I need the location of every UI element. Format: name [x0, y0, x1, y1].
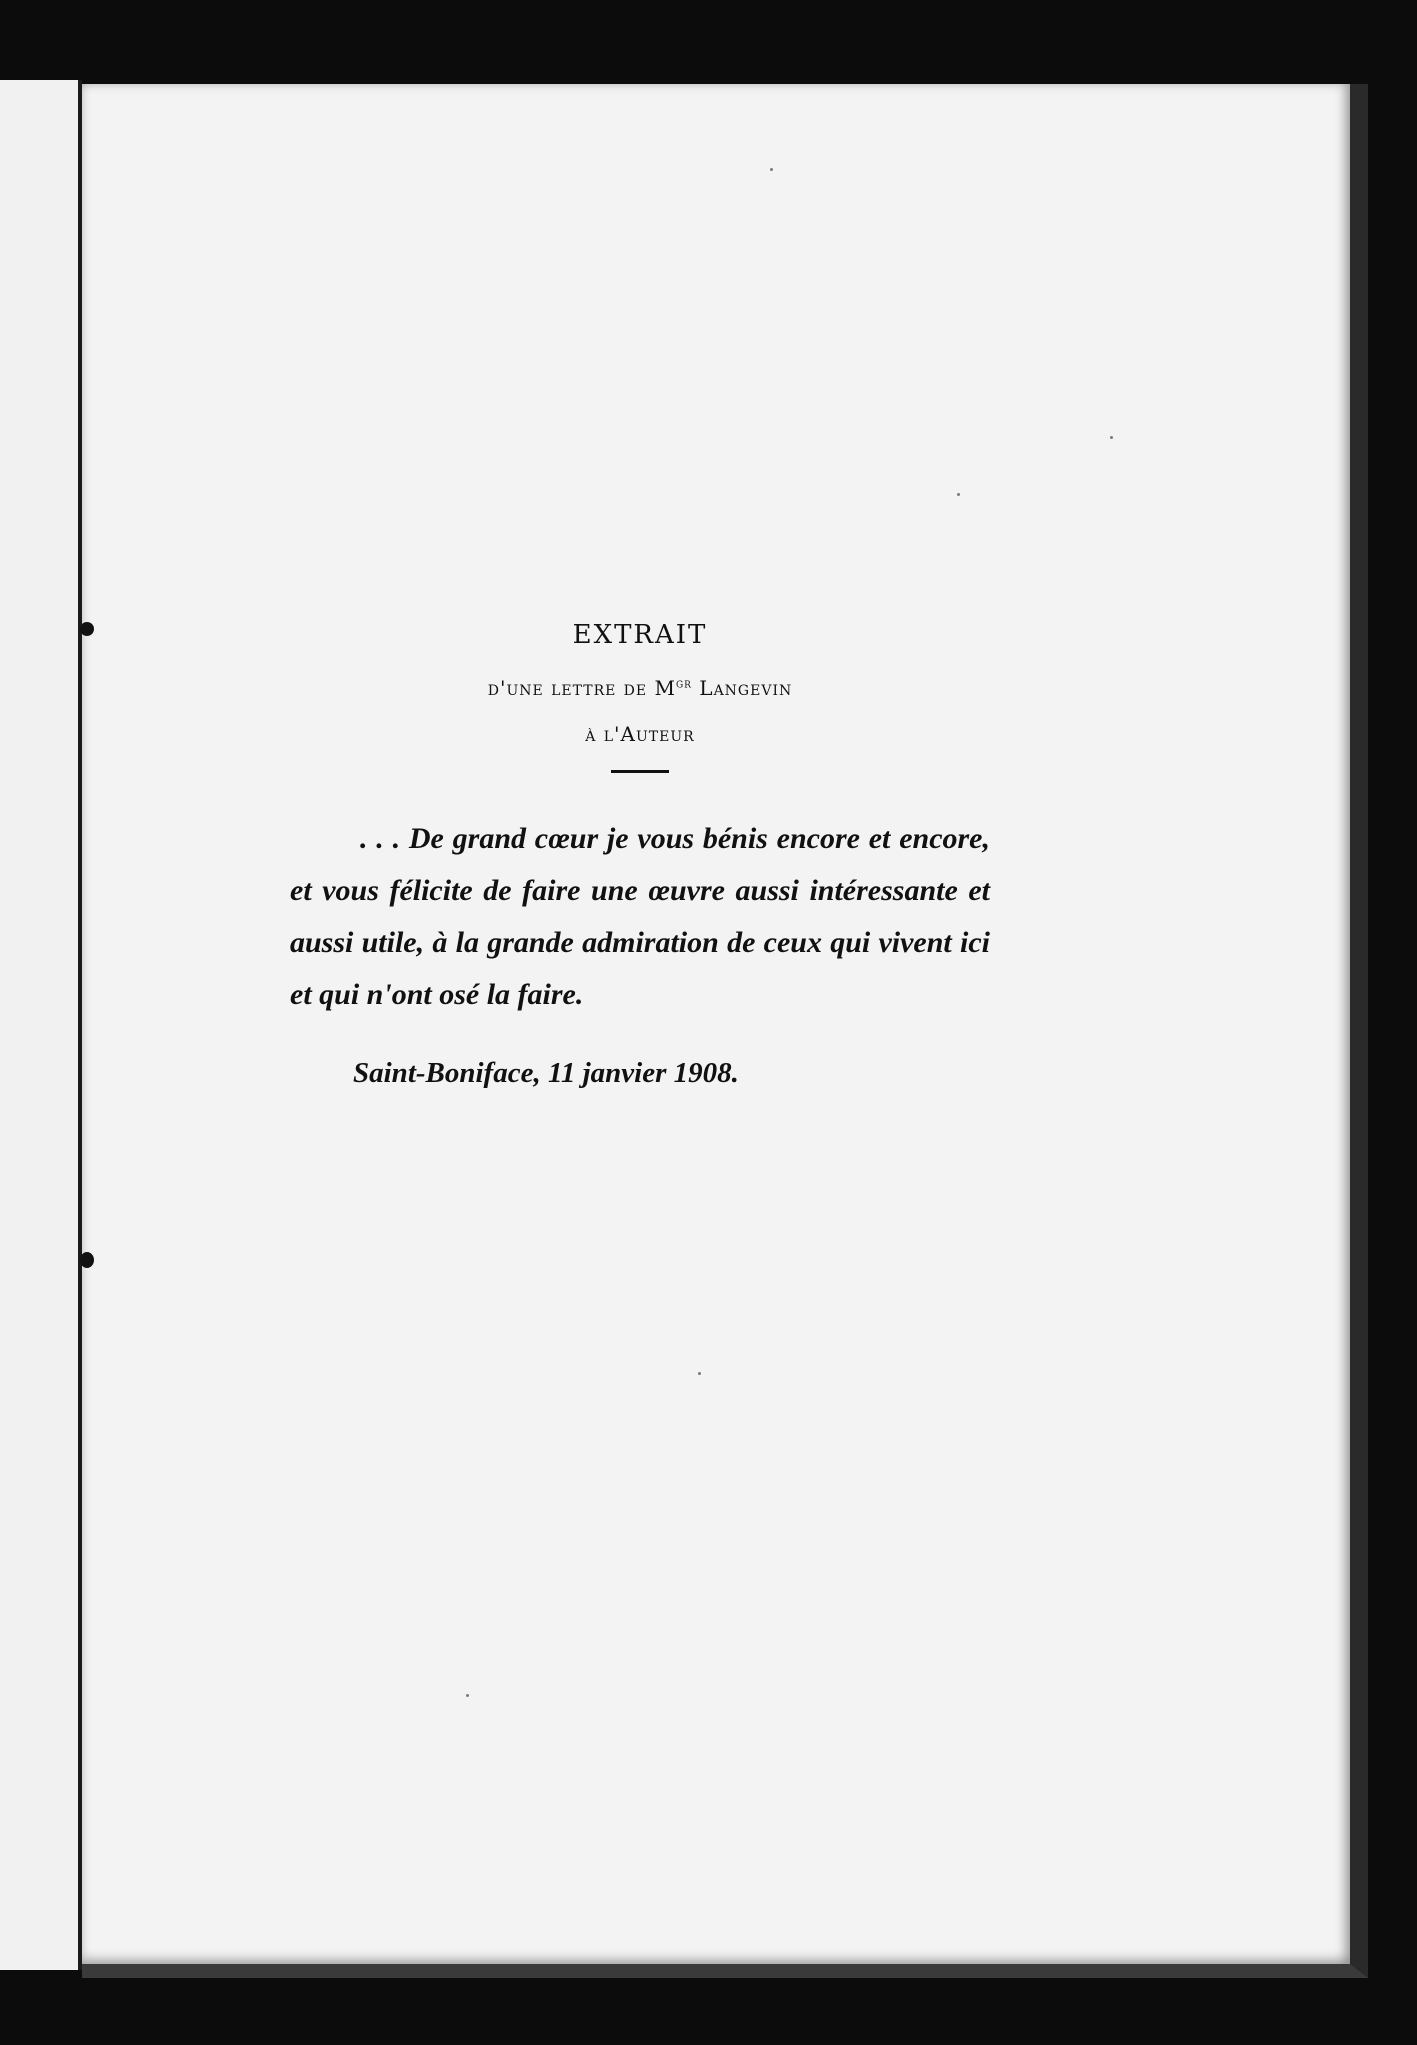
extract-subtitle: [290, 676, 990, 700]
paper-speck: [770, 168, 773, 171]
subtitle-text: d'une lettre de M: [487, 676, 676, 700]
paper-speck: [957, 493, 960, 496]
separator-rule: [611, 770, 669, 773]
subtitle-superscript: gr: [675, 676, 692, 692]
binding-mark: [80, 622, 94, 636]
subtitle-name: Langevin: [691, 676, 793, 700]
letter-signature: Saint-Boniface, 11 janvier 1908.: [353, 1057, 739, 1089]
binding-mark: [80, 1252, 94, 1268]
extract-recipient: à l'Auteur: [585, 722, 695, 746]
facing-page-edge: [0, 80, 78, 1970]
paper-speck: [466, 1694, 469, 1697]
paper-speck: [1110, 436, 1113, 439]
letter-quote: . . . De grand cœur je vous bénis encore et encore, et vous félicite de faire une œuvre aussi intéressante et aussi utile, à la grande admiration de ceux qui vivent ici et qui n'ont osé la faire.: [290, 822, 990, 1011]
paper-speck: [698, 1372, 701, 1375]
letter-extract: [290, 620, 990, 1090]
extract-title: EXTRAIT: [572, 620, 708, 650]
